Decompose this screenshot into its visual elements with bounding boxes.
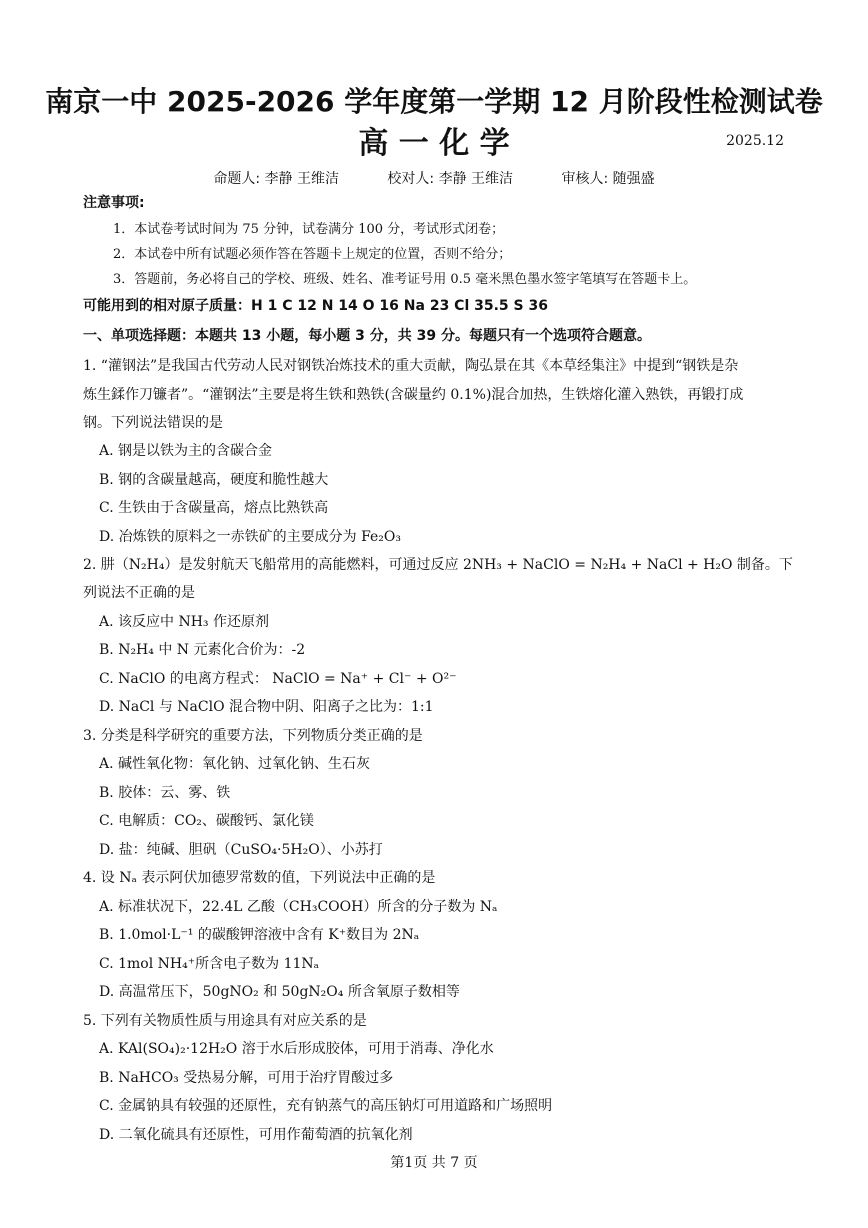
question-stem: 4. 设 Nₐ 表示阿伏加德罗常数的值，下列说法中正确的是 bbox=[83, 870, 436, 886]
exam-title: 南京一中 2025-2026 学年度第一学期 12 月阶段性检测试卷 bbox=[45, 85, 823, 118]
exam-date: 2025.12 bbox=[726, 133, 784, 149]
question-option: D. 盐：纯碱、胆矾（CuSO₄·5H₂O）、小苏打 bbox=[99, 842, 383, 858]
question-stem: 炼生鍒作刀镰者”。“灌钢法”主要是将生铁和熟铁(含碳量约 0.1%)混合加热，生铁熔化灌入熟铁，再锻打成 bbox=[83, 387, 744, 403]
question-option: A. 钢是以铁为主的含碳合金 bbox=[99, 443, 273, 459]
notice-heading: 注意事项: bbox=[83, 195, 145, 211]
question-option: C. 1mol NH₄⁺所含电子数为 11Nₐ bbox=[99, 956, 320, 972]
question-option: B. 胶体：云、雾、铁 bbox=[99, 785, 231, 801]
question-stem: 1. “灌钢法”是我国古代劳动人民对钢铁冶炼技术的重大贡献，陶弘景在其《本草经集注》中提到“钢铁是杂 bbox=[83, 358, 739, 374]
question-option: D. 高温常压下，50gNO₂ 和 50gN₂O₄ 所含氧原子数相等 bbox=[99, 984, 460, 1000]
question-option: B. 钢的含碳量越高，硬度和脆性越大 bbox=[99, 472, 329, 488]
question-option: A. 碱性氧化物：氧化钠、过氧化钠、生石灰 bbox=[99, 756, 371, 772]
question-option: C. 生铁由于含碳量高，熔点比熟铁高 bbox=[99, 500, 329, 516]
question-option: C. 电解质：CO₂、碳酸钙、氯化镁 bbox=[99, 813, 314, 829]
question-stem: 列说法不正确的是 bbox=[83, 585, 195, 601]
author: 命题人: 李静 王维洁 bbox=[213, 171, 339, 187]
reviewer: 审核人: 随强盛 bbox=[561, 171, 655, 187]
question-option: B. N₂H₄ 中 N 元素化合价为：-2 bbox=[99, 642, 306, 658]
question-option: D. 二氧化硫具有还原性，可用作葡萄酒的抗氧化剂 bbox=[99, 1127, 413, 1143]
page-number: 第1页 共 7 页 bbox=[390, 1155, 478, 1171]
question-stem: 3. 分类是科学研究的重要方法，下列物质分类正确的是 bbox=[83, 728, 423, 744]
question-option: A. 该反应中 NH₃ 作还原剂 bbox=[99, 614, 269, 630]
staff-line bbox=[0, 168, 868, 188]
question-option: B. NaHCO₃ 受热易分解，可用于治疗胃酸过多 bbox=[99, 1070, 394, 1086]
atomic-masses: 可能用到的相对原子质量：H 1 C 12 N 14 O 16 Na 23 Cl 35.5 S 36 bbox=[83, 298, 548, 314]
question-option: D. 冶炼铁的原料之一赤铁矿的主要成分为 Fe₂O₃ bbox=[99, 529, 402, 545]
notice-item: 3．答题前，务必将自己的学校、班级、姓名、准考证号用 0.5 毫米黑色墨水签字笔填写在答题卡上。 bbox=[113, 272, 697, 287]
question-option: A. KAl(SO₄)₂·12H₂O 溶于水后形成胶体，可用于消毒、净化水 bbox=[99, 1041, 494, 1057]
proofreader: 校对人: 李静 王维洁 bbox=[387, 171, 514, 187]
notice-item: 2．本试卷中所有试题必须作答在答题卡上规定的位置，否则不给分； bbox=[113, 247, 512, 262]
question-option: C. NaClO 的电离方程式： NaClO = Na⁺ + Cl⁻ + O²⁻ bbox=[99, 671, 457, 687]
question-option: B. 1.0mol·L⁻¹ 的碳酸钾溶液中含有 K⁺数目为 2Nₐ bbox=[99, 927, 420, 943]
section-heading: 一、单项选择题：本题共 13 小题，每小题 3 分，共 39 分。每题只有一个选项符合题意。 bbox=[83, 328, 651, 344]
question-stem: 5. 下列有关物质性质与用途具有对应关系的是 bbox=[83, 1013, 367, 1029]
question-stem: 2. 肼（N₂H₄）是发射航天飞船常用的高能燃料，可通过反应 2NH₃ + NaClO = N₂H₄ + NaCl + H₂O 制备。下 bbox=[83, 557, 793, 573]
question-option: D. NaCl 与 NaClO 混合物中阴、阳离子之比为：1:1 bbox=[99, 699, 434, 715]
question-stem: 钢。下列说法错误的是 bbox=[83, 415, 223, 431]
subject-title: 高 一 化 学 bbox=[358, 126, 510, 161]
notice-item: 1．本试卷考试时间为 75 分钟，试卷满分 100 分，考试形式闭卷； bbox=[113, 222, 505, 237]
question-option: A. 标准状况下，22.4L 乙酸（CH₃COOH）所含的分子数为 Nₐ bbox=[99, 899, 498, 915]
question-option: C. 金属钠具有较强的还原性，充有钠蒸气的高压钠灯可用道路和广场照明 bbox=[99, 1098, 553, 1114]
